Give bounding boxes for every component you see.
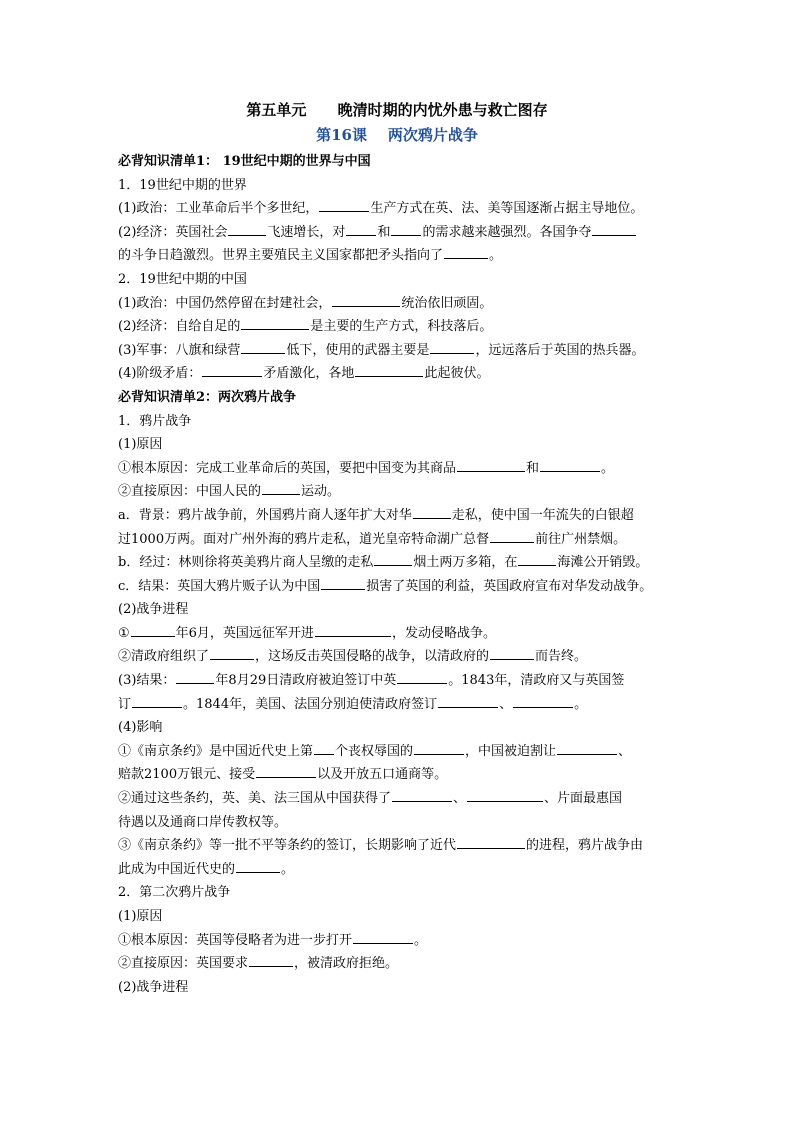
text-line [118, 174, 686, 198]
line-text: 。 [281, 861, 295, 877]
line-text: 、 [499, 696, 513, 712]
fill-in-blank[interactable] [131, 623, 175, 637]
fill-in-blank[interactable] [315, 623, 391, 637]
line-text: ，发动侵略战争。 [391, 625, 496, 641]
fill-in-blank[interactable] [490, 646, 534, 660]
fill-in-blank[interactable] [513, 694, 573, 708]
line-text: 和 [526, 460, 540, 476]
fill-in-blank[interactable] [346, 222, 376, 236]
text-line [118, 315, 686, 339]
text-line [118, 834, 686, 858]
fill-in-blank[interactable] [132, 694, 182, 708]
fill-in-blank[interactable] [319, 198, 369, 212]
fill-in-blank[interactable] [374, 552, 412, 566]
fill-in-blank[interactable] [557, 741, 617, 755]
line-text: (1)原因 [118, 437, 163, 453]
text-line [118, 410, 686, 434]
fill-in-blank[interactable] [540, 458, 600, 472]
fill-in-blank[interactable] [202, 363, 262, 377]
fill-in-blank[interactable] [249, 953, 293, 967]
text-line [118, 504, 686, 528]
line-text: (4)影响 [118, 720, 163, 736]
line-text: 损害了英国的利益，英国政府宣布对华发动战争。 [366, 578, 653, 594]
fill-in-blank[interactable] [353, 930, 413, 944]
text-line [118, 929, 686, 953]
fill-in-blank[interactable] [397, 670, 447, 684]
fill-in-blank[interactable] [391, 222, 421, 236]
line-text: ③《南京条约》等一批不平等条约的签订，长期影响了近代 [118, 838, 457, 854]
fill-in-blank[interactable] [332, 293, 400, 307]
fill-in-blank[interactable] [592, 222, 636, 236]
line-text: ②直接原因：中国人民的 [118, 484, 262, 500]
fill-in-blank[interactable] [321, 576, 365, 590]
text-line [118, 669, 686, 693]
text-line [118, 716, 686, 740]
fill-in-blank[interactable] [228, 222, 266, 236]
line-text: 是主要的生产方式，科技落后。 [310, 319, 493, 335]
line-text: (2)战争进程 [118, 979, 189, 995]
line-text: 前往广州禁烟。 [535, 531, 627, 547]
section-heading [118, 386, 686, 410]
line-text: 运动。 [301, 484, 341, 500]
fill-in-blank[interactable] [413, 505, 451, 519]
line-text: 海滩公开销毁。 [557, 555, 649, 571]
line-text: a．背景：鸦片战争前，外国鸦片商人逐年扩大对华 [118, 507, 412, 523]
text-line [118, 575, 686, 599]
line-text: 。 [574, 696, 588, 712]
line-text: 生产方式在英、法、美等国逐渐占据主导地位。 [370, 201, 644, 217]
line-text: ① [118, 625, 130, 641]
text-line [118, 905, 686, 929]
text-line [118, 622, 686, 646]
text-line [118, 221, 686, 245]
line-text: 年8月29日清政府被迫签订中英 [215, 673, 397, 689]
line-text: 待遇以及通商口岸传教权等。 [118, 814, 288, 830]
text-line [118, 457, 686, 481]
fill-in-blank[interactable] [430, 340, 474, 354]
text-line [118, 433, 686, 457]
lesson-title: 第16课 两次鸦片战争 [316, 126, 478, 144]
line-text: 。 [489, 248, 503, 264]
line-text: ②通过这些条约，英、美、法三国从中国获得了 [118, 791, 392, 807]
line-text: 飞速增长，对 [267, 224, 346, 240]
line-text: 年6月，英国远征军开进 [175, 625, 314, 641]
text-line [118, 693, 686, 717]
unit-title: 第五单元 晚清时期的内忧外患与救亡图存 [246, 101, 548, 119]
fill-in-blank[interactable] [262, 481, 300, 495]
text-line [118, 268, 686, 292]
line-text: ，中国被迫割让 [465, 743, 557, 759]
fill-in-blank[interactable] [355, 363, 423, 377]
fill-in-blank[interactable] [176, 670, 214, 684]
worksheet-body [118, 150, 686, 999]
text-line [118, 976, 686, 1000]
line-text: 烟土两万多箱，在 [413, 555, 518, 571]
line-text: 的进程，鸦片战争由 [526, 838, 644, 854]
text-line [118, 528, 686, 552]
line-text: (1)政治：工业革命后半个多世纪， [118, 201, 319, 217]
fill-in-blank[interactable] [210, 646, 254, 660]
fill-in-blank[interactable] [518, 552, 556, 566]
line-text: 和 [377, 224, 391, 240]
line-text: 矛盾激化，各地 [263, 366, 355, 382]
text-line [118, 339, 686, 363]
text-line [118, 197, 686, 221]
text-line [118, 645, 686, 669]
line-text: (2)经济：英国社会 [118, 224, 228, 240]
line-text: (2)战争进程 [118, 602, 189, 618]
line-text: ②清政府组织了 [118, 649, 210, 665]
line-text: 而告终。 [535, 649, 588, 665]
line-text: 1．19世纪中期的世界 [118, 177, 247, 193]
text-line [118, 763, 686, 787]
line-text: 。1844年，美国、法国分别迫使清政府签订 [183, 696, 438, 712]
line-text: 此成为中国近代史的 [118, 861, 236, 877]
line-text: (4)阶级矛盾： [118, 366, 202, 382]
section-heading [118, 150, 686, 174]
fill-in-blank[interactable] [256, 764, 316, 778]
line-text: 低下，使用的武器主要是 [286, 342, 430, 358]
fill-in-blank[interactable] [490, 529, 534, 543]
line-text: (2)经济：自给自足的 [118, 319, 241, 335]
line-text: ①根本原因：英国等侵略者为进一步打开 [118, 932, 353, 948]
text-line [118, 952, 686, 976]
text-line [118, 740, 686, 764]
text-line [118, 787, 686, 811]
line-text: 2．19世纪中期的中国 [118, 271, 247, 287]
line-text: ②直接原因：英国要求 [118, 956, 249, 972]
line-text: 走私，使中国一年流失的白银超 [451, 507, 634, 523]
line-text: 。 [601, 460, 615, 476]
line-text: 过1000万两。面对广州外海的鸦片走私，道光皇帝特命湖广总督 [118, 531, 490, 547]
line-text: 1．鸦片战争 [118, 413, 192, 429]
line-text: 、 [618, 743, 632, 759]
fill-in-blank[interactable] [467, 788, 543, 802]
text-line [118, 598, 686, 622]
line-text: ，远远落后于英国的热兵器。 [475, 342, 645, 358]
text-line [118, 480, 686, 504]
line-text: 的斗争日趋激烈。世界主要殖民主义国家都把矛头指向了 [118, 248, 444, 264]
line-text: ，被清政府拒绝。 [294, 956, 399, 972]
line-text: (1)原因 [118, 909, 163, 924]
text-line [118, 292, 686, 316]
line-text: b．经过：林则徐将英美鸦片商人呈缴的走私 [118, 555, 374, 571]
text-line [118, 244, 686, 268]
fill-in-blank[interactable] [314, 741, 334, 755]
fill-in-blank[interactable] [457, 458, 525, 472]
text-line [118, 551, 686, 575]
fill-in-blank[interactable] [241, 340, 285, 354]
line-text: c．结果：英国大鸦片贩子认为中国 [118, 578, 321, 594]
line-text: 。 [414, 932, 428, 948]
line-text: 、 [453, 791, 467, 807]
fill-in-blank[interactable] [241, 316, 309, 330]
fill-in-blank[interactable] [414, 741, 464, 755]
fill-in-blank[interactable] [444, 245, 488, 259]
line-text: ①《南京条约》是中国近代史上第 [118, 743, 314, 759]
text-line [118, 858, 686, 882]
line-text: ，这场反击英国侵略的战争，以清政府的 [255, 649, 490, 665]
fill-in-blank[interactable] [236, 859, 280, 873]
text-line [118, 362, 686, 386]
line-text: 。1843年，清政府又与英国签 [448, 673, 625, 689]
line-text: 必背知识清单2：两次鸦片战争 [118, 389, 297, 405]
text-line [118, 811, 686, 835]
line-text: 以及开放五口通商等。 [317, 767, 448, 783]
line-text: ①根本原因：完成工业革命后的英国，要把中国变为其商品 [118, 460, 457, 476]
line-text: 个丧权辱国的 [335, 743, 414, 759]
line-text: 统治依旧顽固。 [401, 295, 493, 311]
fill-in-blank[interactable] [392, 788, 452, 802]
line-text: 必背知识清单1： 19世纪中期的世界与中国 [118, 154, 371, 169]
line-text: 2．第二次鸦片战争 [118, 885, 231, 901]
line-text: (3)军事：八旗和绿营 [118, 342, 241, 358]
line-text: (3)结果： [118, 673, 176, 689]
fill-in-blank[interactable] [438, 694, 498, 708]
line-text: 的需求越来越强烈。各国争夺 [422, 224, 592, 240]
line-text: 此起彼伏。 [424, 366, 490, 382]
text-line [118, 881, 686, 905]
line-text: (1)政治：中国仍然停留在封建社会， [118, 295, 332, 311]
fill-in-blank[interactable] [457, 835, 525, 849]
line-text: 、片面最惠国 [544, 791, 623, 807]
line-text: 订 [118, 696, 132, 712]
line-text: 赔款2100万银元、接受 [118, 767, 256, 783]
